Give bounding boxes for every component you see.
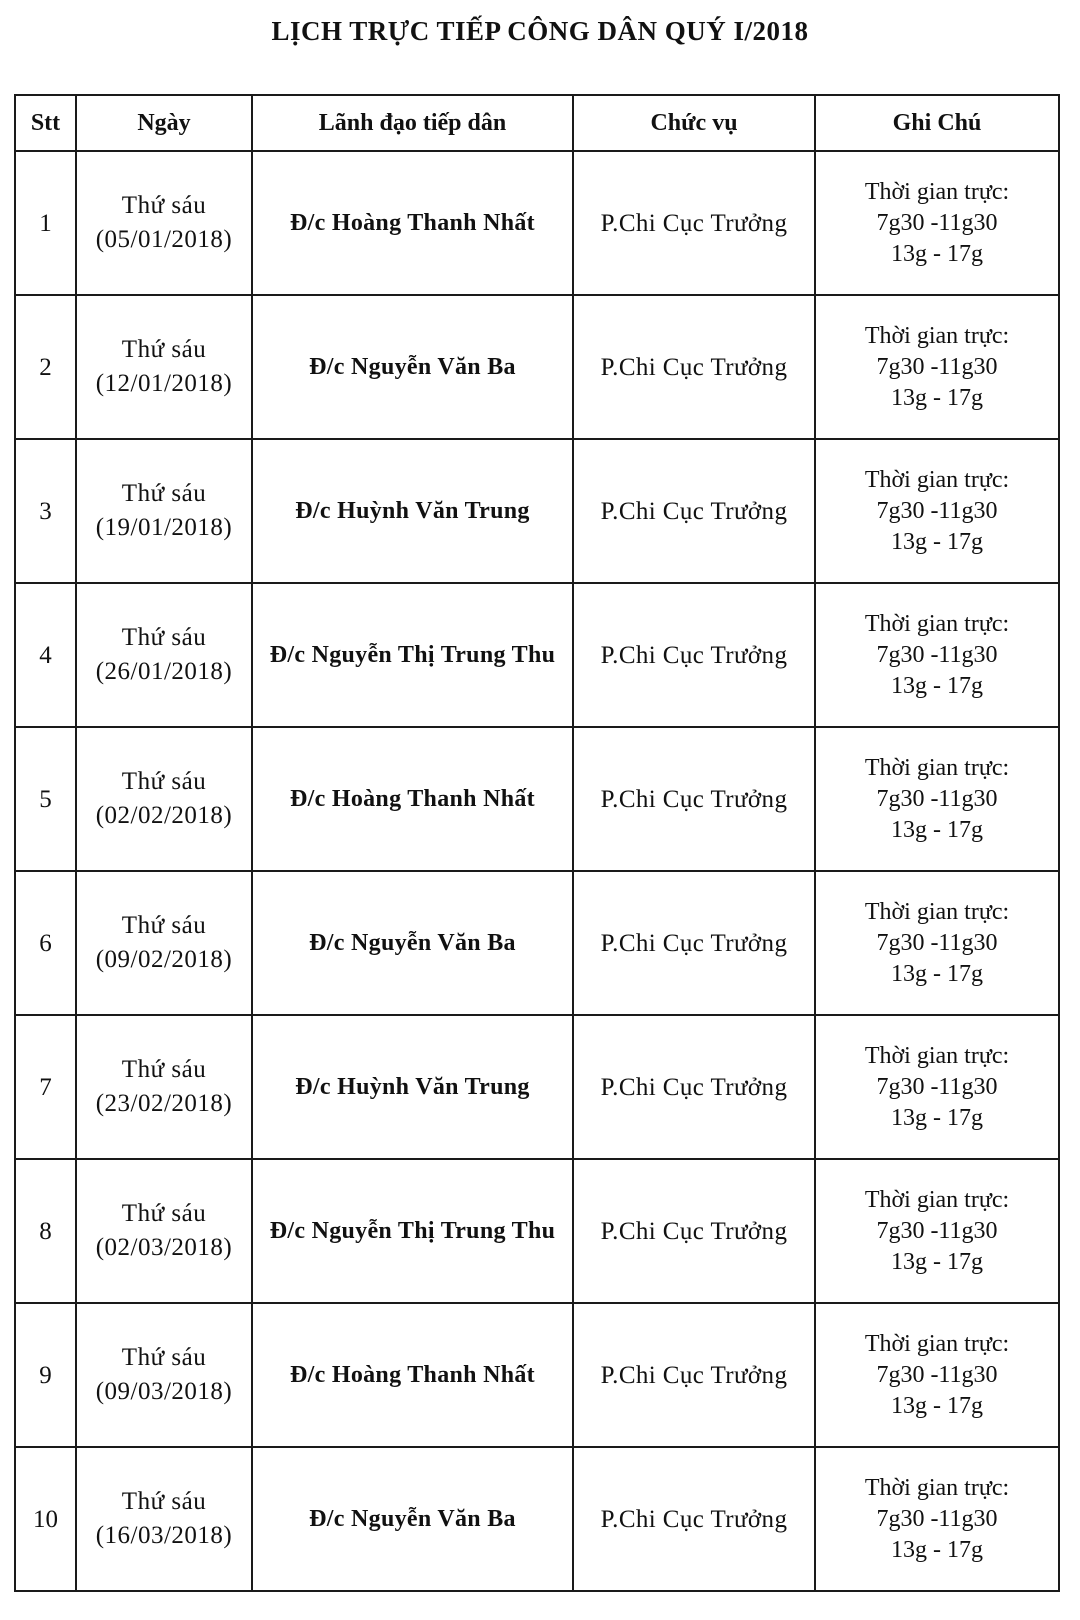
note-morning: 7g30 -11g30 <box>876 1073 998 1100</box>
note-label: Thời gian trực: <box>864 1330 1010 1357</box>
note-morning: 7g30 -11g30 <box>876 1217 998 1244</box>
cell-note <box>815 1303 1059 1447</box>
note-afternoon: 13g - 17g <box>891 240 983 267</box>
cell-leader: Đ/c Nguyễn Thị Trung Thu <box>252 583 573 727</box>
table-row <box>15 1303 1059 1447</box>
cell-leader: Đ/c Nguyễn Văn Ba <box>252 295 573 439</box>
note-morning: 7g30 -11g30 <box>876 929 998 956</box>
note-afternoon: 13g - 17g <box>891 384 983 411</box>
cell-stt: 6 <box>15 871 76 1015</box>
cell-stt: 5 <box>15 727 76 871</box>
cell-leader: Đ/c Huỳnh Văn Trung <box>252 1015 573 1159</box>
note-morning: 7g30 -11g30 <box>876 785 998 812</box>
cell-leader: Đ/c Nguyễn Thị Trung Thu <box>252 1159 573 1303</box>
cell-leader: Đ/c Hoàng Thanh Nhất <box>252 727 573 871</box>
cell-stt: 3 <box>15 439 76 583</box>
cell-day <box>76 1159 252 1303</box>
cell-leader: Đ/c Nguyễn Văn Ba <box>252 1447 573 1591</box>
cell-date: (09/02/2018) <box>95 946 233 973</box>
cell-stt: 10 <box>15 1447 76 1591</box>
note-morning: 7g30 -11g30 <box>876 1505 998 1532</box>
cell-note <box>815 439 1059 583</box>
note-morning: 7g30 -11g30 <box>876 497 998 524</box>
cell-note <box>815 151 1059 295</box>
cell-date: (02/03/2018) <box>95 1234 233 1261</box>
cell-position: P.Chi Cục Trưởng <box>573 295 815 439</box>
cell-day <box>76 151 252 295</box>
cell-weekday: Thứ sáu <box>121 912 207 939</box>
cell-date: (19/01/2018) <box>95 514 233 541</box>
table-row <box>15 583 1059 727</box>
cell-position: P.Chi Cục Trưởng <box>573 439 815 583</box>
cell-day <box>76 1447 252 1591</box>
header-note: Ghi Chú <box>815 95 1059 151</box>
cell-weekday: Thứ sáu <box>121 1056 207 1083</box>
cell-stt: 2 <box>15 295 76 439</box>
note-afternoon: 13g - 17g <box>891 1536 983 1563</box>
note-morning: 7g30 -11g30 <box>876 209 998 236</box>
table-row <box>15 727 1059 871</box>
cell-leader: Đ/c Hoàng Thanh Nhất <box>252 151 573 295</box>
cell-date: (23/02/2018) <box>95 1090 233 1117</box>
cell-position: P.Chi Cục Trưởng <box>573 1015 815 1159</box>
table-row <box>15 439 1059 583</box>
note-label: Thời gian trực: <box>864 898 1010 925</box>
cell-position: P.Chi Cục Trưởng <box>573 1447 815 1591</box>
table-row <box>15 1015 1059 1159</box>
cell-stt: 9 <box>15 1303 76 1447</box>
note-label: Thời gian trực: <box>864 1186 1010 1213</box>
note-morning: 7g30 -11g30 <box>876 353 998 380</box>
note-morning: 7g30 -11g30 <box>876 641 998 668</box>
cell-note <box>815 583 1059 727</box>
cell-note <box>815 295 1059 439</box>
cell-position: P.Chi Cục Trưởng <box>573 151 815 295</box>
cell-position: P.Chi Cục Trưởng <box>573 1303 815 1447</box>
cell-weekday: Thứ sáu <box>121 624 207 651</box>
table-row <box>15 151 1059 295</box>
cell-note <box>815 1159 1059 1303</box>
cell-day <box>76 871 252 1015</box>
note-label: Thời gian trực: <box>864 754 1010 781</box>
cell-date: (26/01/2018) <box>95 658 233 685</box>
note-afternoon: 13g - 17g <box>891 1392 983 1419</box>
header-position: Chức vụ <box>573 95 815 151</box>
cell-date: (12/01/2018) <box>95 370 233 397</box>
cell-date: (02/02/2018) <box>95 802 233 829</box>
cell-stt: 4 <box>15 583 76 727</box>
note-morning: 7g30 -11g30 <box>876 1361 998 1388</box>
cell-date: (05/01/2018) <box>95 226 233 253</box>
note-label: Thời gian trực: <box>864 1042 1010 1069</box>
table-header-row <box>15 95 1059 151</box>
cell-date: (16/03/2018) <box>95 1522 233 1549</box>
cell-note <box>815 1447 1059 1591</box>
cell-day <box>76 1015 252 1159</box>
cell-day <box>76 727 252 871</box>
note-afternoon: 13g - 17g <box>891 816 983 843</box>
note-afternoon: 13g - 17g <box>891 1104 983 1131</box>
table-row <box>15 871 1059 1015</box>
table-body <box>15 151 1059 1591</box>
note-label: Thời gian trực: <box>864 322 1010 349</box>
note-afternoon: 13g - 17g <box>891 672 983 699</box>
page-title: LỊCH TRỰC TIẾP CÔNG DÂN QUÝ I/2018 <box>271 16 809 46</box>
table-row <box>15 1447 1059 1591</box>
header-leader: Lãnh đạo tiếp dân <box>252 95 573 151</box>
table-row <box>15 295 1059 439</box>
cell-weekday: Thứ sáu <box>121 1200 207 1227</box>
cell-weekday: Thứ sáu <box>121 1488 207 1515</box>
cell-stt: 7 <box>15 1015 76 1159</box>
cell-weekday: Thứ sáu <box>121 192 207 219</box>
note-label: Thời gian trực: <box>864 610 1010 637</box>
header-day: Ngày <box>76 95 252 151</box>
header-stt: Stt <box>15 95 76 151</box>
schedule-table <box>14 94 1060 1592</box>
cell-weekday: Thứ sáu <box>121 480 207 507</box>
cell-stt: 8 <box>15 1159 76 1303</box>
note-label: Thời gian trực: <box>864 466 1010 493</box>
cell-day <box>76 295 252 439</box>
note-label: Thời gian trực: <box>864 178 1010 205</box>
note-afternoon: 13g - 17g <box>891 1248 983 1275</box>
cell-stt: 1 <box>15 151 76 295</box>
cell-date: (09/03/2018) <box>95 1378 233 1405</box>
cell-note <box>815 1015 1059 1159</box>
cell-leader: Đ/c Hoàng Thanh Nhất <box>252 1303 573 1447</box>
cell-day <box>76 439 252 583</box>
cell-weekday: Thứ sáu <box>121 768 207 795</box>
cell-position: P.Chi Cục Trưởng <box>573 727 815 871</box>
note-label: Thời gian trực: <box>864 1474 1010 1501</box>
cell-position: P.Chi Cục Trưởng <box>573 583 815 727</box>
cell-day <box>76 583 252 727</box>
cell-weekday: Thứ sáu <box>121 1344 207 1371</box>
cell-note <box>815 871 1059 1015</box>
cell-position: P.Chi Cục Trưởng <box>573 1159 815 1303</box>
table-row <box>15 1159 1059 1303</box>
cell-note <box>815 727 1059 871</box>
cell-weekday: Thứ sáu <box>121 336 207 363</box>
note-afternoon: 13g - 17g <box>891 960 983 987</box>
note-afternoon: 13g - 17g <box>891 528 983 555</box>
cell-leader: Đ/c Nguyễn Văn Ba <box>252 871 573 1015</box>
cell-leader: Đ/c Huỳnh Văn Trung <box>252 439 573 583</box>
cell-position: P.Chi Cục Trưởng <box>573 871 815 1015</box>
cell-day <box>76 1303 252 1447</box>
